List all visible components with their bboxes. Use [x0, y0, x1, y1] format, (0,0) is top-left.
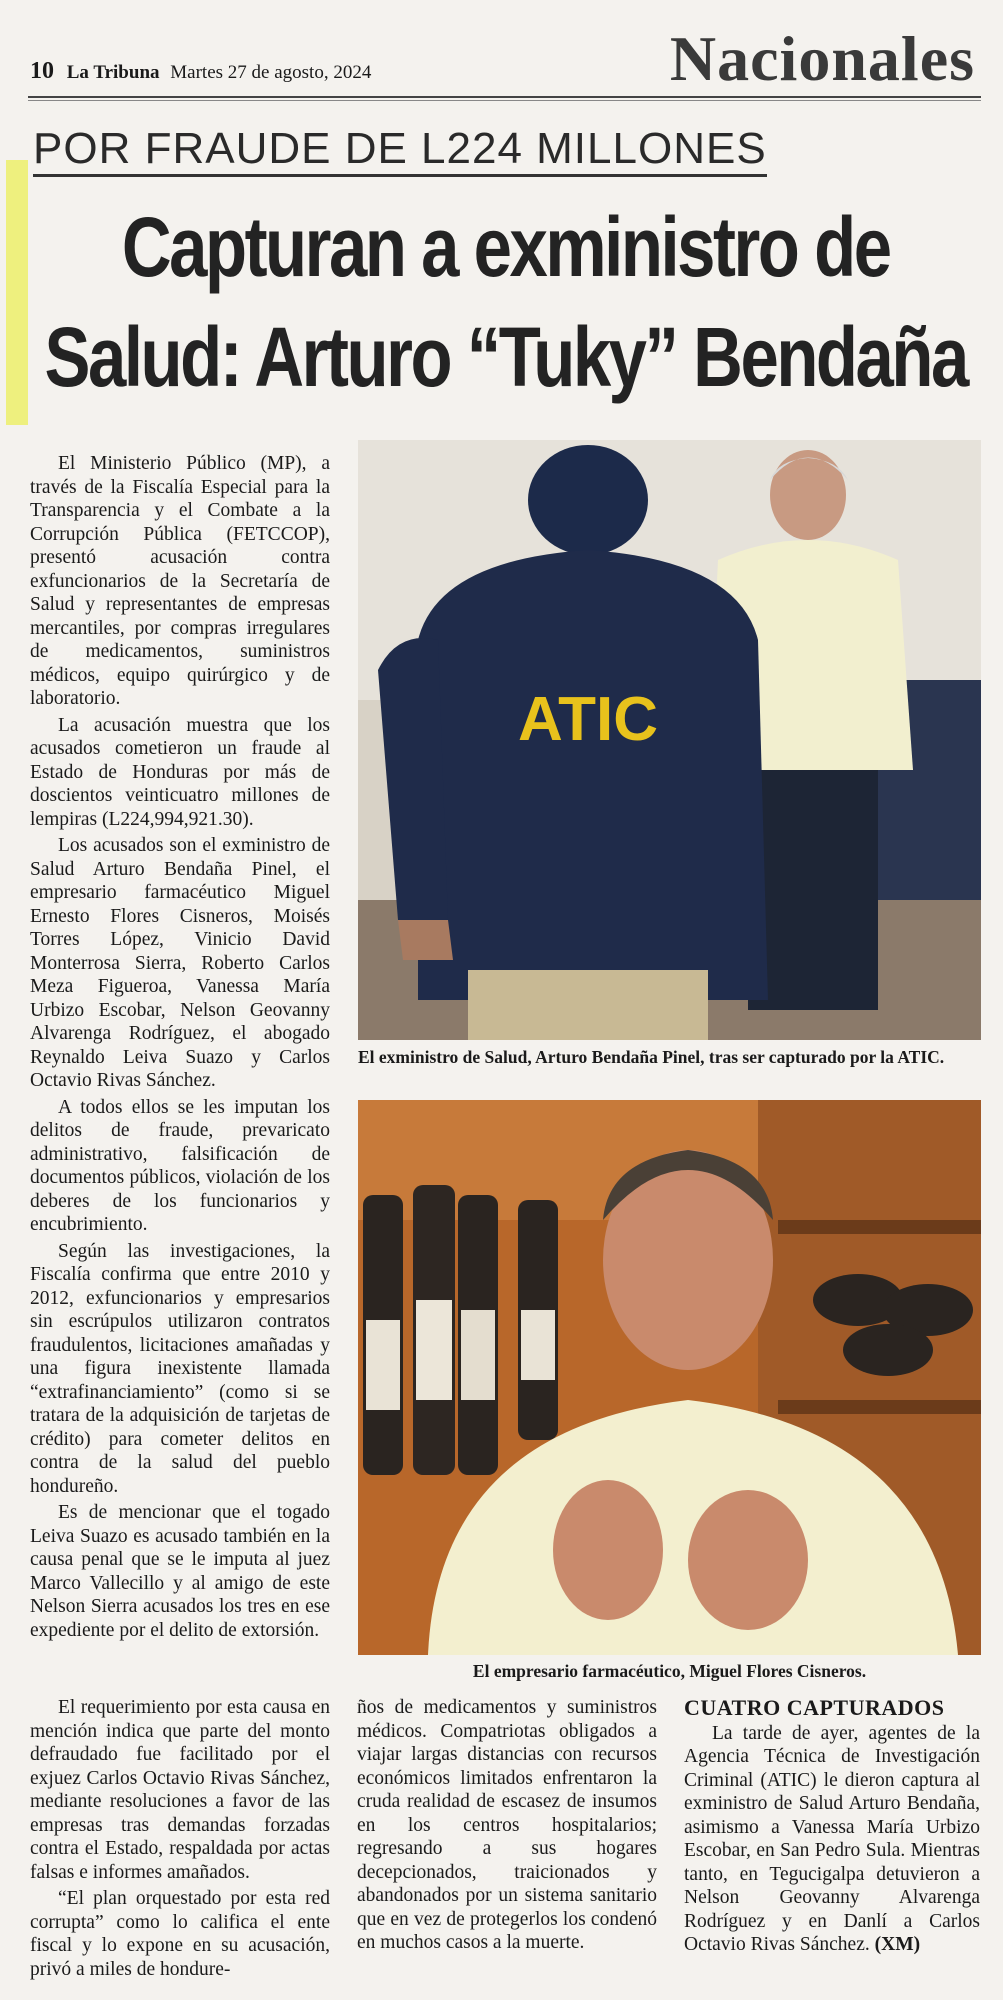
paragraph: El Ministerio Público (MP), a través de la Fiscalía Especial para la Transparencia y el Combate a la Corrupción Pública (FETCCOP), presentó acusación contra exfuncionarios de la Secretaría de Salud y representantes de empresas mercantiles, por compras irregulares de medicamentos, suministros médicos, equipo quirúrgico y de laboratorio.	[30, 453, 330, 709]
photo-arrest-illustration	[358, 440, 981, 1040]
photo-businessman	[358, 1100, 981, 1655]
paragraph: “El plan orquestado por esta red corrupta” como lo califica el ente fiscal y lo expone en su acusación, privó a miles de hondure-	[30, 1888, 330, 1980]
page-number: 10	[30, 58, 54, 84]
author-tag: (XM)	[874, 1934, 921, 1955]
highlighter-mark	[6, 160, 28, 425]
paragraph	[684, 1722, 980, 1957]
photo-businessman-illustration	[358, 1100, 981, 1655]
vest-label: ATIC	[517, 685, 659, 754]
article-column-right	[684, 1696, 980, 1960]
subheading: CUATRO CAPTURADOS	[684, 1695, 945, 1720]
header-rule-thin	[28, 100, 981, 101]
paragraph: La acusación muestra que los acusados cometieron un fraude al Estado de Honduras por más de doscientos veinticuatro millones de lempiras (L224,994,921.30).	[30, 714, 330, 830]
photo-caption-1: El exministro de Salud, Arturo Bendaña Pinel, tras ser capturado por la ATIC.	[358, 1047, 945, 1067]
paragraph: A todos ellos se les imputan los delitos de fraude, prevaricato administrativo, falsificación de documentos públicos, violación de los deberes de los funcionarios y encubrimiento.	[30, 1096, 330, 1235]
paragraph: Los acusados son el exministro de Salud Arturo Bendaña Pinel, el empresario farmacéutico Miguel Ernesto Flores Cisneros, Moisés Torres López, Vinicio David Monterrosa Sierra, Roberto Carlos Meza Figueroa, Vanessa María Urbizo Escobar, Nelson Geovanny Alvarenga Rodríguez, el abogado Reynaldo Leiva Suazo y Carlos Octavio Rivas Sánchez.	[30, 835, 330, 1091]
page-header-info	[30, 58, 371, 85]
paragraph-text: La tarde de ayer, agentes de la Agencia Técnica de Investigación Criminal (ATIC) le dieron captura al exministro de Salud Arturo Bendaña, asimismo a Vanessa María Urbizo Escobar, en San Pedro Sula. Mientras tanto, en Tegucigalpa detuvieron a Nelson Geovanny Alvarenga Rodríguez y en Danlí a Carlos Octavio Rivas Sánchez.	[684, 1722, 980, 1955]
header-rule	[28, 96, 981, 98]
paragraph: ños de medicamentos y suministros médicos. Compatriotas obligados a viajar largas distancias con recursos económicos limitados enfrentaron la cruda realidad de escasez de insumos en los centros hospitalarios; regresando a sus hogares decepcionados, traicionados y abandonados por un sistema sanitario que en vez de protegerlos los condenó en muchos casos a la muerte.	[357, 1697, 657, 1953]
headline-line-1: Capturan a exministro de	[121, 200, 890, 294]
photo-arrest	[358, 440, 981, 1040]
article-kicker: POR FRAUDE DE L224 MILLONES	[33, 124, 767, 177]
article-headline	[26, 192, 985, 412]
article-column-left	[30, 452, 330, 1645]
paragraph: Según las investigaciones, la Fiscalía confirma que entre 2010 y 2012, exfuncionarios y empresarios sin escrúpulos utilizaron contratos fraudulentos, licitaciones amañadas y una figura inexistente llamada “extrafinanciamiento” (como si se tratara de la adquisición de tarjetas de crédito) para cometer delitos en contra de la salud del pueblo hondureño.	[30, 1240, 330, 1497]
paragraph: Es de mencionar que el togado Leiva Suazo es acusado también en la causa penal que se le imputa al juez Marco Vallecillo y al amigo de este Nelson Sierra acusados los tres en ese expediente por el delito de extorsión.	[30, 1502, 330, 1641]
photo-caption-2: El empresario farmacéutico, Miguel Flores Cisneros.	[472, 1661, 867, 1681]
article-column-middle	[357, 1696, 657, 1958]
paper-name: La Tribuna	[66, 62, 160, 83]
paragraph: El requerimiento por esta causa en mención indica que parte del monto defraudado fue facilitado por el exjuez Carlos Octavio Rivas Sánchez, mediante resoluciones a favor de las empresas tras demandas forzadas contra el Estado, respaldada por actas falsas e informes amañados.	[30, 1697, 330, 1883]
issue-date: Martes 27 de agosto, 2024	[170, 62, 372, 83]
section-title: Nacionales	[669, 23, 975, 94]
article-column-left-bottom	[30, 1696, 330, 1984]
headline-line-2: Salud: Arturo “Tuky” Bendaña	[44, 310, 967, 404]
